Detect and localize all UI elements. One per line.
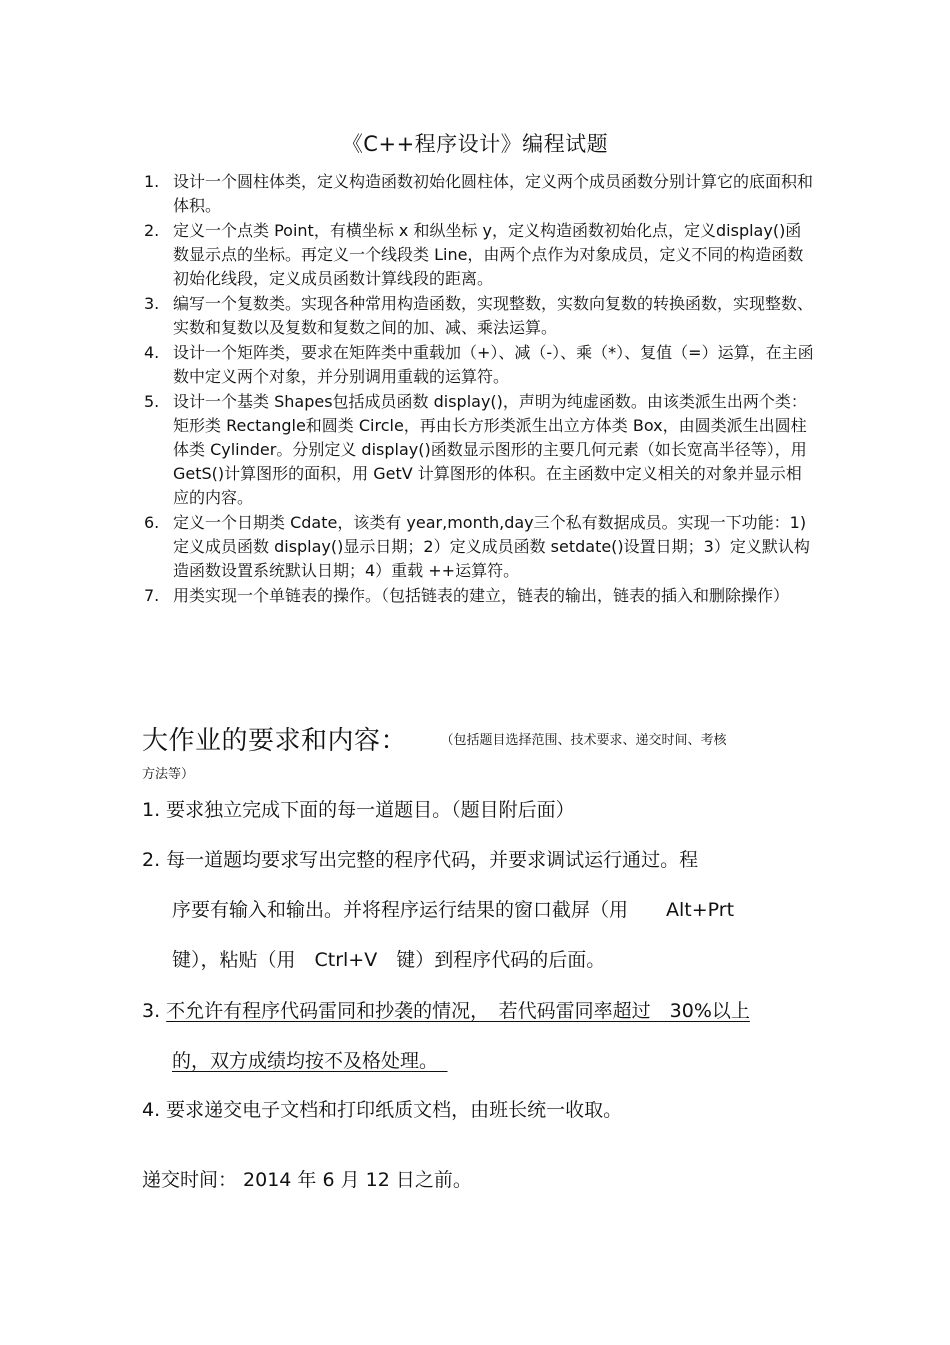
section-heading xyxy=(142,720,822,757)
requirement-3-number: 3. xyxy=(142,1000,167,1022)
requirement-3-line-2-wrap xyxy=(142,1036,812,1086)
question-number: 3. xyxy=(144,294,160,313)
exam-question xyxy=(142,341,814,389)
submission-deadline: 递交时间： 2014 年 6 月 12 日之前。 xyxy=(142,1169,472,1191)
question-number: 2. xyxy=(144,221,160,240)
requirement-1: 1. 要求独立完成下面的每一道题目。（题目附后面） xyxy=(142,799,575,821)
question-number: 4. xyxy=(144,343,160,362)
requirement-2-line-3: 键），粘贴（用 Ctrl+V 键）到程序代码的后面。 xyxy=(172,949,606,971)
requirement-2-line-2: 序要有输入和输出。并将程序运行结果的窗口截屏（用 Alt+Prt xyxy=(172,899,735,921)
page-title: 《C++程序设计》编程试题 xyxy=(341,132,609,156)
exam-question xyxy=(142,219,814,291)
requirement-3-line-1: 不允许有程序代码雷同和抄袭的情况， 若代码雷同率超过 30%以上 xyxy=(166,1000,750,1022)
requirement-2-line-1: 2. 每一道题均要求写出完整的程序代码，并要求调试运行通过。程 xyxy=(142,849,699,871)
question-text: 设计一个基类 Shapes包括成员函数 display()，声明为纯虚函数。由该类派生出两个类：矩形类 Rectangle和圆类 Circle，再由长方形类派生出立方体类 Box，由圆类派生出圆柱体类 Cylinder。分别定义 display()函数显示图形的主要几何元素（如长宽高半径等），用 GetS()计算图形的面积，用 GetV 计算图形的体积。在主函数中定义相关的对象并显示相应的内容。 xyxy=(173,392,807,507)
question-number: 6. xyxy=(144,513,160,532)
question-text: 编写一个复数类。实现各种常用构造函数，实现整数，实数向复数的转换函数，实现整数、实数和复数以及复数和复数之间的加、减、乘法运算。 xyxy=(173,294,814,337)
question-text: 设计一个圆柱体类，定义构造函数初始化圆柱体，定义两个成员函数分别计算它的底面积和体积。 xyxy=(173,172,814,215)
exam-question xyxy=(142,511,814,583)
requirement-3 xyxy=(142,986,812,1086)
section-heading-note-continued: 方法等） xyxy=(142,767,195,782)
requirement-2 xyxy=(142,835,812,985)
question-number: 1. xyxy=(144,172,160,191)
question-number: 5. xyxy=(144,392,160,411)
section-heading-text: 大作业的要求和内容： xyxy=(142,726,408,756)
question-text: 用类实现一个单链表的操作。（包括链表的建立，链表的输出，链表的插入和删除操作） xyxy=(173,586,790,605)
section-heading-note: （包括题目选择范围、技术要求、递交时间、考核 xyxy=(447,733,727,748)
exam-question xyxy=(142,292,814,340)
question-text: 定义一个日期类 Cdate，该类有 year,month,day三个私有数据成员。实现一下功能：1)定义成员函数 display()显示日期；2）定义成员函数 setdate()设置日期；3）定义默认构造函数设置系统默认日期；4）重载 ++运算符。 xyxy=(173,513,810,580)
requirement-4: 4. 要求递交电子文档和打印纸质文档，由班长统一收取。 xyxy=(142,1099,623,1121)
exam-question-list xyxy=(142,170,814,609)
question-text: 设计一个矩阵类，要求在矩阵类中重载加（+）、减（-）、乘（*）、复值（=）运算，在主函数中定义两个对象，并分别调用重载的运算符。 xyxy=(173,343,814,386)
exam-question xyxy=(142,390,814,510)
exam-question xyxy=(142,584,814,608)
question-number: 7. xyxy=(144,586,160,605)
exam-question xyxy=(142,170,814,218)
requirement-3-line-2: 的，双方成绩均按不及格处理。 xyxy=(172,1050,448,1072)
question-text: 定义一个点类 Point，有横坐标 x 和纵坐标 y，定义构造函数初始化点，定义display()函数显示点的坐标。再定义一个线段类 Line，由两个点作为对象成员，定义不同的构造函数初始化线段，定义成员函数计算线段的距离。 xyxy=(173,221,804,288)
